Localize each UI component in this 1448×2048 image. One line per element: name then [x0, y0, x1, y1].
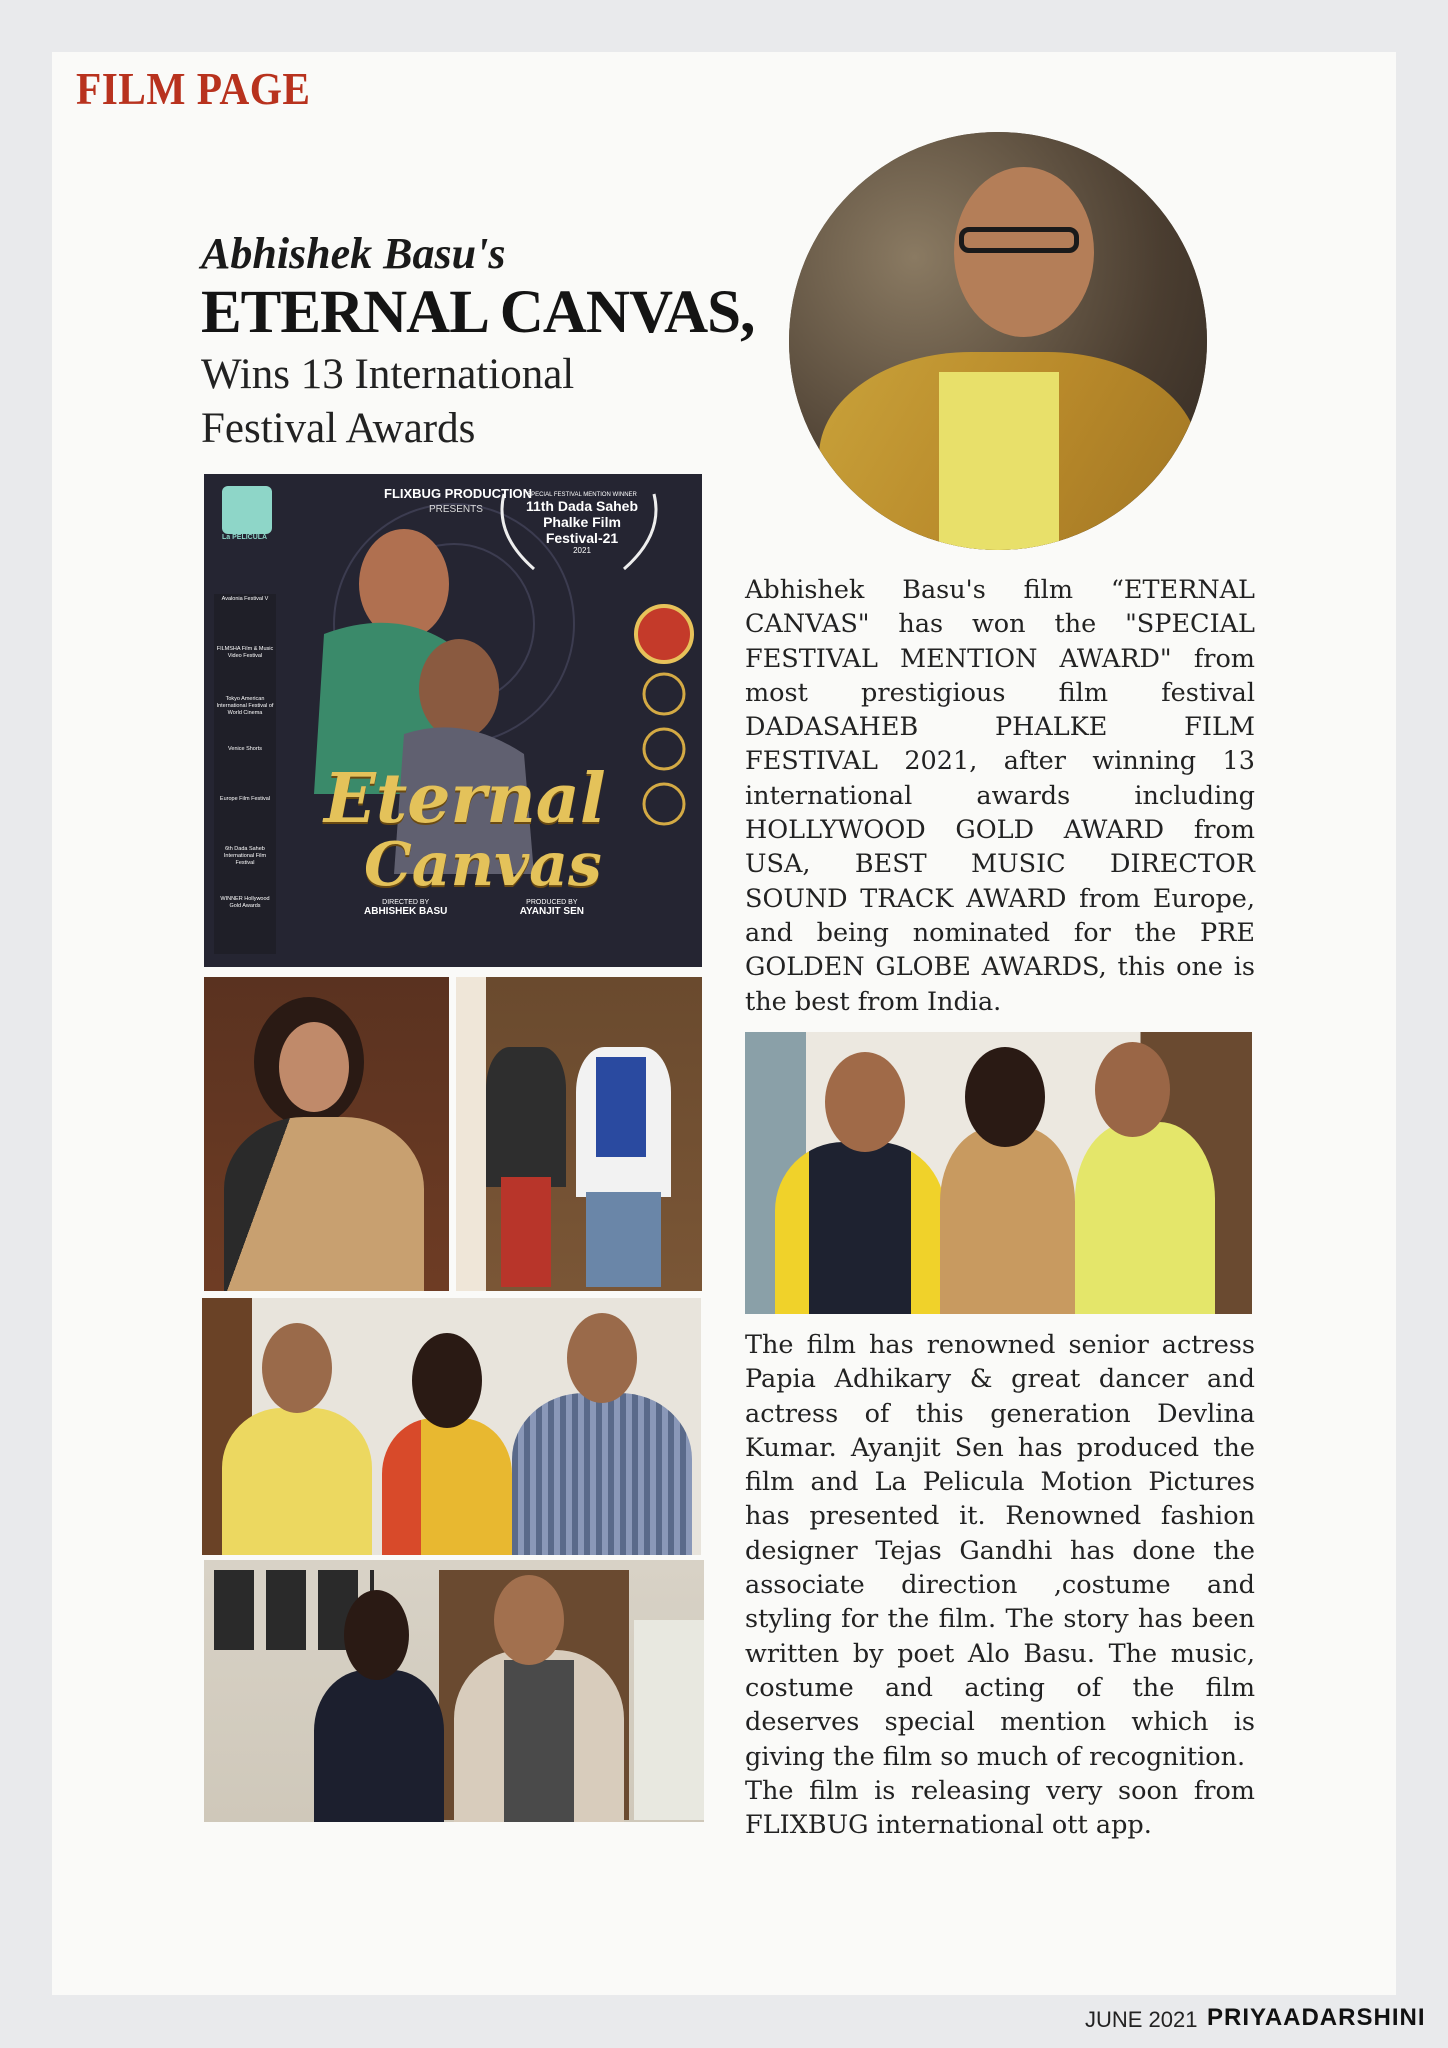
event-photo-duo — [204, 1560, 704, 1822]
magazine-page — [52, 52, 1396, 1995]
poster-left-laurels: Avalonia Festival V FILMSHA Film & Music Video Festival Tokyo American International Festival of World Cinema Venice Shorts Europe Film Festival 6th Dada Saheb International Film Festival WINNER Hollywood Gold Awards — [216, 596, 274, 909]
article-title: ETERNAL CANVAS, — [201, 279, 755, 346]
event-photo-group — [745, 1032, 1252, 1314]
footer-brand-logo: PRIYAADARSHINI — [1207, 2004, 1426, 2031]
footer-date: JUNE 2021 — [1085, 2007, 1198, 2032]
article-subtitle: Wins 13 International Festival Awards — [201, 351, 575, 452]
article-byline: Abhishek Basu's — [201, 229, 506, 278]
article-paragraph-2: The film has renowned senior actress Papia Adhikary & great dancer and actress of this generation Devlina Kumar. Ayanjit Sen has produced the film and La Pelicula Motion Pictures has presented it. Renowned fashion designer Tejas Gandhi has done the associate direction ,costume and styling for the film. The story has been written by poet Alo Basu. The music, costume and acting of the film deserves special mention which is giving the film so much of recognition. — [745, 1330, 1255, 1772]
article-paragraph-3: The film is releasing very soon from FLIXBUG international ott app. — [745, 1776, 1255, 1841]
poster-studio: La PELICULA — [222, 534, 268, 541]
poster-credits: DIRECTED BY ABHISHEK BASU PRODUCED BY AYANJIT SEN — [364, 899, 584, 917]
portrait-photo — [789, 132, 1207, 550]
event-photo-couple — [456, 977, 702, 1291]
poster-production: FLIXBUG PRODUCTION — [384, 486, 533, 501]
section-label: FILM PAGE — [76, 63, 311, 114]
poster-laurel-top: SPECIAL FESTIVAL MENTION WINNER 11th Dada Saheb Phalke Film Festival-21 2021 — [525, 492, 639, 555]
poster-film-title: Eternal Canvas — [324, 759, 606, 900]
event-photo-actress — [204, 977, 449, 1291]
film-poster — [204, 474, 702, 967]
event-photo-trio — [202, 1298, 701, 1555]
article-paragraph-1: Abhishek Basu's film “ETERNAL CANVAS" has won the "SPECIAL FESTIVAL MENTION AWARD" from most prestigious film festival DADASAHEB PHALKE FILM FESTIVAL 2021, after winning 13 international awards including HOLLYWOOD GOLD AWARD from USA, BEST MUSIC DIRECTOR SOUND TRACK AWARD from Europe, and being nominated for the PRE GOLDEN GLOBE AWARDS, this one is the best from India. — [745, 575, 1255, 1017]
poster-presents: PRESENTS — [429, 504, 483, 515]
